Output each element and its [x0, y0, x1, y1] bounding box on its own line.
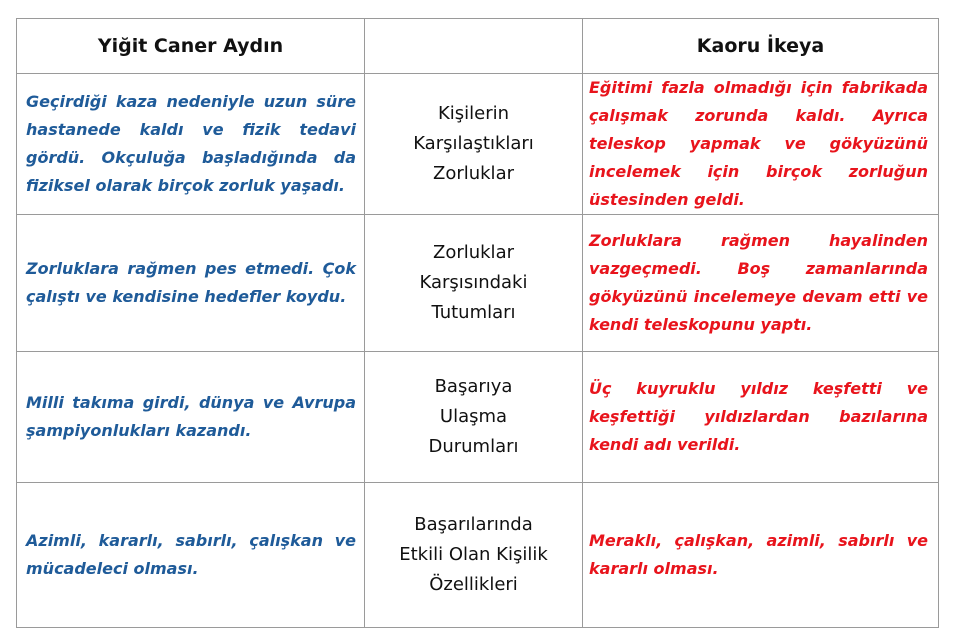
person-2-cell: Meraklı, çalışkan, azimli, sabırlı ve kararlı olması. — [583, 483, 939, 628]
header-person-1: Yiğit Caner Aydın — [17, 19, 365, 74]
person-1-cell: Geçirdiği kaza nedeniyle uzun süre hastanede kaldı ve fizik tedavi gördü. Okçuluğa başladığında da fiziksel olarak birçok zorluk yaşadı. — [17, 74, 365, 215]
person-1-cell: Azimli, kararlı, sabırlı, çalışkan ve mücadeleci olması. — [17, 483, 365, 628]
table-row — [17, 352, 939, 483]
criteria-line: Kişilerin — [437, 103, 510, 124]
person-2-cell: Üç kuyruklu yıldız keşfetti ve keşfettiği yıldızlardan bazılarına kendi adı verildi. — [583, 352, 939, 483]
criteria-line: Karşısındaki — [419, 272, 528, 293]
criteria-line: Etkili Olan Kişilik — [399, 544, 548, 565]
table-row — [17, 483, 939, 628]
table-row — [17, 74, 939, 215]
criteria-line: Başarılarında — [414, 514, 533, 535]
table-row — [17, 215, 939, 352]
header-criteria — [365, 19, 583, 74]
person-1-cell: Zorluklara rağmen pes etmedi. Çok çalıştı ve kendisine hedefler koydu. — [17, 215, 365, 352]
criteria-cell — [365, 215, 583, 352]
criteria-cell — [365, 483, 583, 628]
criteria-line: Zorluklar — [432, 163, 514, 184]
comparison-table — [16, 18, 939, 628]
person-1-cell: Milli takıma girdi, dünya ve Avrupa şampiyonlukları kazandı. — [17, 352, 365, 483]
header-row — [17, 19, 939, 74]
criteria-line: Ulaşma — [439, 406, 508, 427]
person-2-cell: Eğitimi fazla olmadığı için fabrikada çalışmak zorunda kaldı. Ayrıca teleskop yapmak ve gökyüzünü incelemek için birçok zorluğun üstesinden geldi. — [583, 74, 939, 215]
criteria-cell — [365, 352, 583, 483]
criteria-line: Durumları — [428, 436, 519, 457]
criteria-line: Zorluklar — [432, 242, 514, 263]
criteria-line: Karşılaştıkları — [413, 133, 534, 154]
person-2-cell: Zorluklara rağmen hayalinden vazgeçmedi. Boş zamanlarında gökyüzünü incelemeye devam etti ve kendi teleskopunu yaptı. — [583, 215, 939, 352]
criteria-line: Özellikleri — [429, 574, 518, 595]
criteria-cell — [365, 74, 583, 215]
criteria-line: Tutumları — [431, 302, 516, 323]
criteria-line: Başarıya — [434, 376, 513, 397]
header-person-2: Kaoru İkeya — [583, 19, 939, 74]
